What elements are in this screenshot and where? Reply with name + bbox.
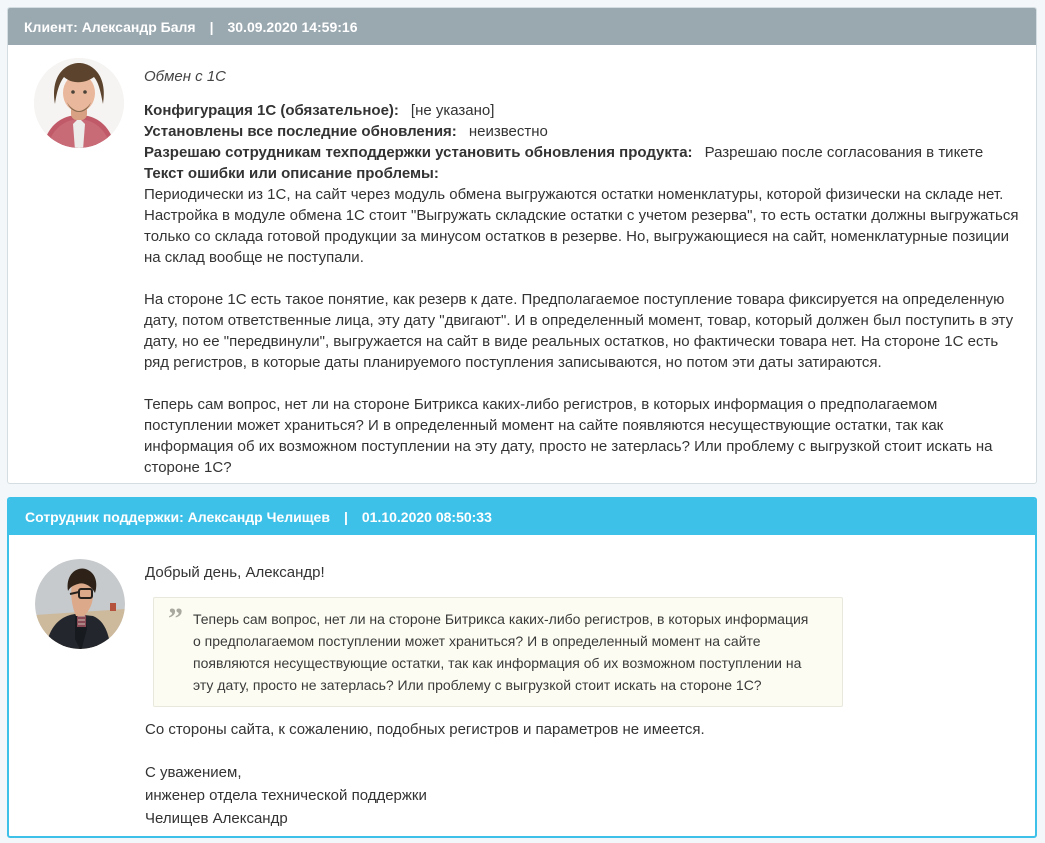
field-label: Текст ошибки или описание проблемы:: [144, 165, 439, 182]
client-avatar-image: [34, 58, 124, 148]
quoted-message-block: [153, 597, 843, 707]
header-separator: |: [209, 18, 214, 35]
problem-paragraph: Периодически из 1С, на сайт через модуль обмена выгружаются остатки номенклатуры, которой физически на складе нет. Настройка в модуле обмена 1С стоит "Выгружать складские остатки с учетом резерва", то есть остатки должны выгружаться только со склада готовой продукции за минусом остатков в резерве. Но, выгружающиеся на сайт, номенклатурные позиции на склад вообще не поступали.: [144, 186, 1019, 266]
field-label: Конфигурация 1С (обязательное):: [144, 102, 399, 119]
ticket-subject: Обмен с 1С: [144, 68, 226, 85]
field-configuration: [144, 100, 1026, 121]
quote-icon: ”: [168, 602, 183, 635]
field-label: Разрешаю сотрудникам техподдержки установить обновления продукта:: [144, 144, 693, 161]
signature-block: [145, 761, 1031, 830]
header-separator: |: [343, 509, 348, 525]
support-message-content: [145, 535, 1031, 830]
reply-text: Со стороны сайта, к сожалению, подобных регистров и параметров не имеется.: [145, 721, 705, 738]
field-update-permission: [144, 142, 1026, 163]
support-avatar-image: [35, 559, 125, 649]
client-message-content: [144, 45, 1026, 478]
support-message-header: [9, 499, 1035, 535]
client-message-header: [8, 8, 1036, 45]
field-label: Установлены все последние обновления:: [144, 123, 457, 140]
client-message-body: [8, 45, 1036, 478]
author-label: Сотрудник поддержки: Александр Челищев: [25, 509, 330, 525]
support-message-card: [7, 497, 1037, 838]
support-avatar: [35, 559, 125, 649]
signature-line: инженер отдела технической поддержки: [145, 787, 427, 804]
field-problem-description: [144, 163, 1026, 184]
signature-line: С уважением,: [145, 764, 242, 781]
message-timestamp: 01.10.2020 08:50:33: [361, 509, 492, 525]
field-value: [не указано]: [410, 102, 495, 119]
field-value: Разрешаю после согласования в тикете: [704, 144, 984, 161]
signature-line: Челищев Александр: [145, 810, 288, 827]
field-value: неизвестно: [468, 123, 548, 140]
author-label: Клиент: Александр Баля: [24, 18, 196, 35]
client-message-card: [7, 7, 1037, 484]
problem-paragraph: На стороне 1С есть такое понятие, как резерв к дате. Предполагаемое поступление товара фиксируется на определенную дату, потом ответственные лица, эту дату "двигают". И в определенный момент, товар, который должен был поступить в эту дату, но ее "передвинули", выгружается на сайт в виде реальных остатков, но фактически товара нет. На стороне 1С есть ряд регистров, в которые даты планируемого поступления записываются, но потом эти даты затираются.: [144, 291, 1014, 371]
message-timestamp: 30.09.2020 14:59:16: [227, 18, 358, 35]
client-avatar: [34, 58, 124, 148]
field-updates-installed: [144, 121, 1026, 142]
greeting-text: Добрый день, Александр!: [145, 564, 325, 581]
support-message-body: [9, 535, 1035, 830]
quoted-text: Теперь сам вопрос, нет ли на стороне Битрикса каких-либо регистров, в которых информация о предполагаемом поступлении может храниться? И в определенный момент на сайте появляются несуществующие остатки, так как информация об их возможном поступлении на эту дату, просто не затерлась? Или проблему с выгрузкой стоит искать на стороне 1С?: [193, 611, 809, 693]
problem-paragraph: Теперь сам вопрос, нет ли на стороне Битрикса каких-либо регистров, в которых информация о предполагаемом поступлении может храниться? И в определенный момент на сайте появляются несуществующие остатки, так как информация об их возможном поступлении на эту дату, просто не затерлась? Или проблему с выгрузкой стоит искать на стороне 1С?: [144, 396, 993, 476]
